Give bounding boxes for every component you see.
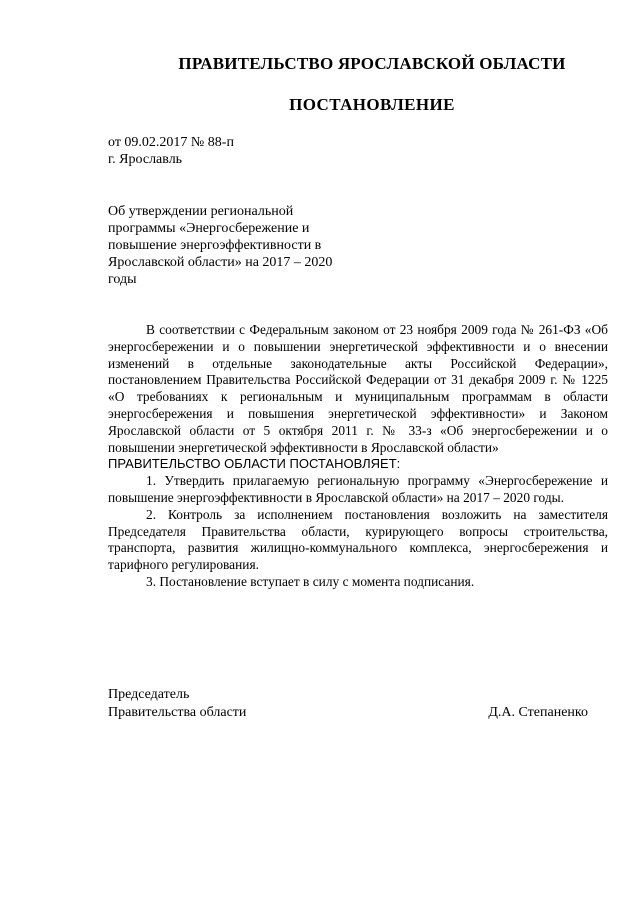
signature-row (108, 704, 588, 722)
item-2: 2. Контроль за исполнением постановления возложить на заместителя Председателя Правительства области, курирующего вопросы строительства, транспорта, развития жилищно-коммунального комплекса, энергосбережения и тарифного регулирования. (108, 506, 608, 573)
government-heading: ПРАВИТЕЛЬСТВО ЯРОСЛАВСКОЙ ОБЛАСТИ (178, 54, 566, 73)
decree-phrase: ПРАВИТЕЛЬСТВО ОБЛАСТИ ПОСТАНОВЛЯЕТ: (108, 456, 401, 472)
signer-position-line2: Правительства области (108, 705, 247, 720)
item-1: 1. Утвердить прилагаемую региональную программу «Энергосбережение и повышение энергоэффективности в Ярославской области» на 2017 – 2020 годы. (108, 473, 608, 505)
date-number: от 09.02.2017 № 88-п (108, 135, 234, 150)
item-3: 3. Постановление вступает в силу с момента подписания. (146, 573, 475, 589)
document-body (108, 322, 608, 591)
preamble-paragraph: В соответствии с Федеральным законом от 23 ноября 2009 года № 261-ФЗ «Об энергосбережении и о повышении энергетической эффективности и о внесении изменений в отдельные законодательные акты Российской Федерации», постановлением Правительства Российской Федерации от 31 декабря 2009 г. № 1225 «О требованиях к региональным и муниципальным программам в области энергосбережения и повышения энергетической эффективности» и Законом Ярославской области от 5 октября 2011 г. № 33-з «Об энергосбережении и о повышении энергетической эффективности в Ярославской области» (108, 322, 608, 455)
signer-name: Д.А. Степаненко (488, 705, 588, 720)
signature-block (108, 686, 608, 722)
document-meta (108, 134, 234, 168)
signer-position-line1: Председатель (108, 687, 190, 702)
document-subject: Об утверждении региональной программы «Энергосбережение и повышение энергоэффективности в Ярославской области» на 2017 – 2020 годы (108, 204, 333, 287)
document-type-heading: ПОСТАНОВЛЕНИЕ (289, 95, 455, 114)
city: г. Ярославль (108, 152, 183, 167)
